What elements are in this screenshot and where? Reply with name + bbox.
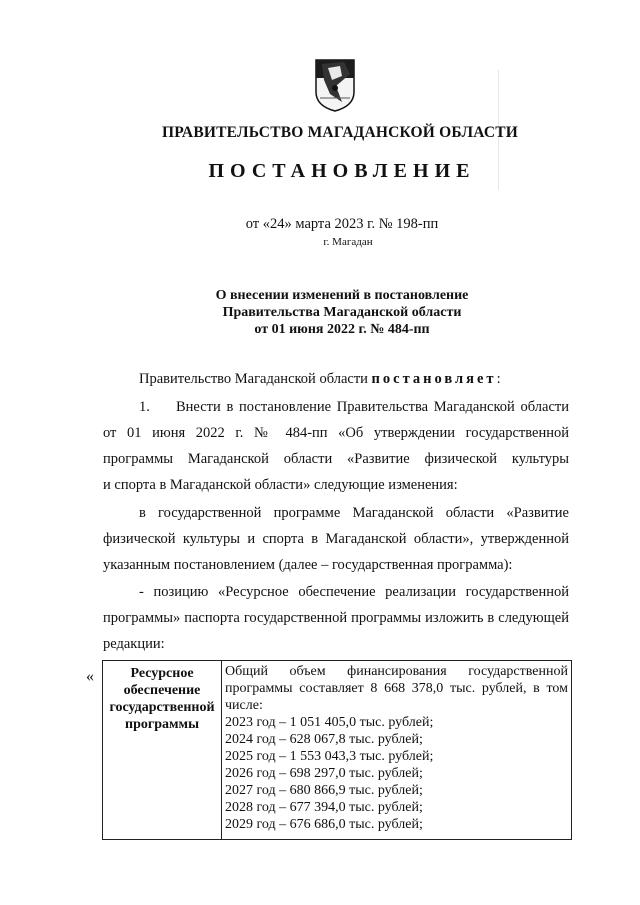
document-subject [22, 287, 640, 338]
left-cell-line: государственной [109, 700, 215, 715]
year-amount: 2025 год – 1 553 043,3 тыс. рублей; [225, 749, 434, 764]
paragraph-number: 1. [139, 399, 150, 415]
year-amount: 2028 год – 677 394,0 тыс. рублей; [225, 800, 423, 815]
year-amount: 2023 год – 1 051 405,0 тыс. рублей; [225, 715, 434, 730]
paragraph-line: и спорта в Магаданской области» следующие изменения: [103, 477, 458, 493]
intro-verb: постановляет [371, 371, 497, 387]
year-amount: 2027 год – 680 866,9 тыс. рублей; [225, 783, 423, 798]
subject-line: О внесении изменений в постановление [215, 288, 469, 303]
right-cell-line: Общий объем финансирования государственной [225, 664, 568, 679]
document-type: ПОСТАНОВЛЕНИЕ [208, 160, 476, 182]
paragraph-line: программы» паспорта государственной программы изложить в следующей [103, 610, 569, 626]
left-cell-line: Ресурсное [130, 666, 194, 681]
year-amount: 2029 год – 676 686,0 тыс. рублей; [225, 817, 423, 832]
document-date-number: от «24» марта 2023 г. № 198-пп [245, 216, 439, 232]
paragraph-line: программы Магаданской области «Развитие физической культуры [103, 451, 569, 467]
intro-text: Правительство Магаданской области [139, 371, 368, 387]
subject-line: Правительства Магаданской области [222, 305, 462, 320]
document-city: г. Магадан [323, 236, 373, 248]
government-name: ПРАВИТЕЛЬСТВО МАГАДАНСКОЙ ОБЛАСТИ [161, 124, 519, 141]
resource-table [102, 660, 572, 840]
intro-line [139, 371, 501, 388]
coat-of-arms-icon [314, 58, 356, 112]
right-cell-line: программы составляет 8 668 378,0 тыс. рублей, в том [225, 681, 568, 696]
paragraph-line: - позицию «Ресурсное обеспечение реализации государственной [139, 584, 569, 600]
year-amount: 2026 год – 698 297,0 тыс. рублей; [225, 766, 423, 781]
left-cell-line: программы [125, 717, 199, 732]
left-cell-line: обеспечение [123, 683, 201, 698]
table-row [103, 661, 572, 840]
paragraph-line: от 01 июня 2022 г. № 484-пп «Об утверждении государственной [103, 425, 569, 441]
paragraph-line: указанным постановлением (далее – государственная программа): [103, 557, 513, 573]
subject-line: от 01 июня 2022 г. № 484-пп [254, 322, 430, 337]
paragraph-line: редакции: [103, 636, 165, 652]
open-quote: « [86, 668, 94, 685]
year-amount: 2024 год – 628 067,8 тыс. рублей; [225, 732, 423, 747]
intro-colon: : [496, 371, 501, 387]
table-left-cell [103, 661, 222, 840]
paragraph-line: физической культуры и спорта в Магаданской области», утвержденной [103, 531, 569, 547]
right-cell-line: числе: [225, 698, 263, 713]
table-right-cell [222, 661, 572, 840]
paragraph-line: Внести в постановление Правительства Магаданской области [176, 399, 569, 415]
paragraph-line: в государственной программе Магаданской области «Развитие [139, 505, 569, 521]
